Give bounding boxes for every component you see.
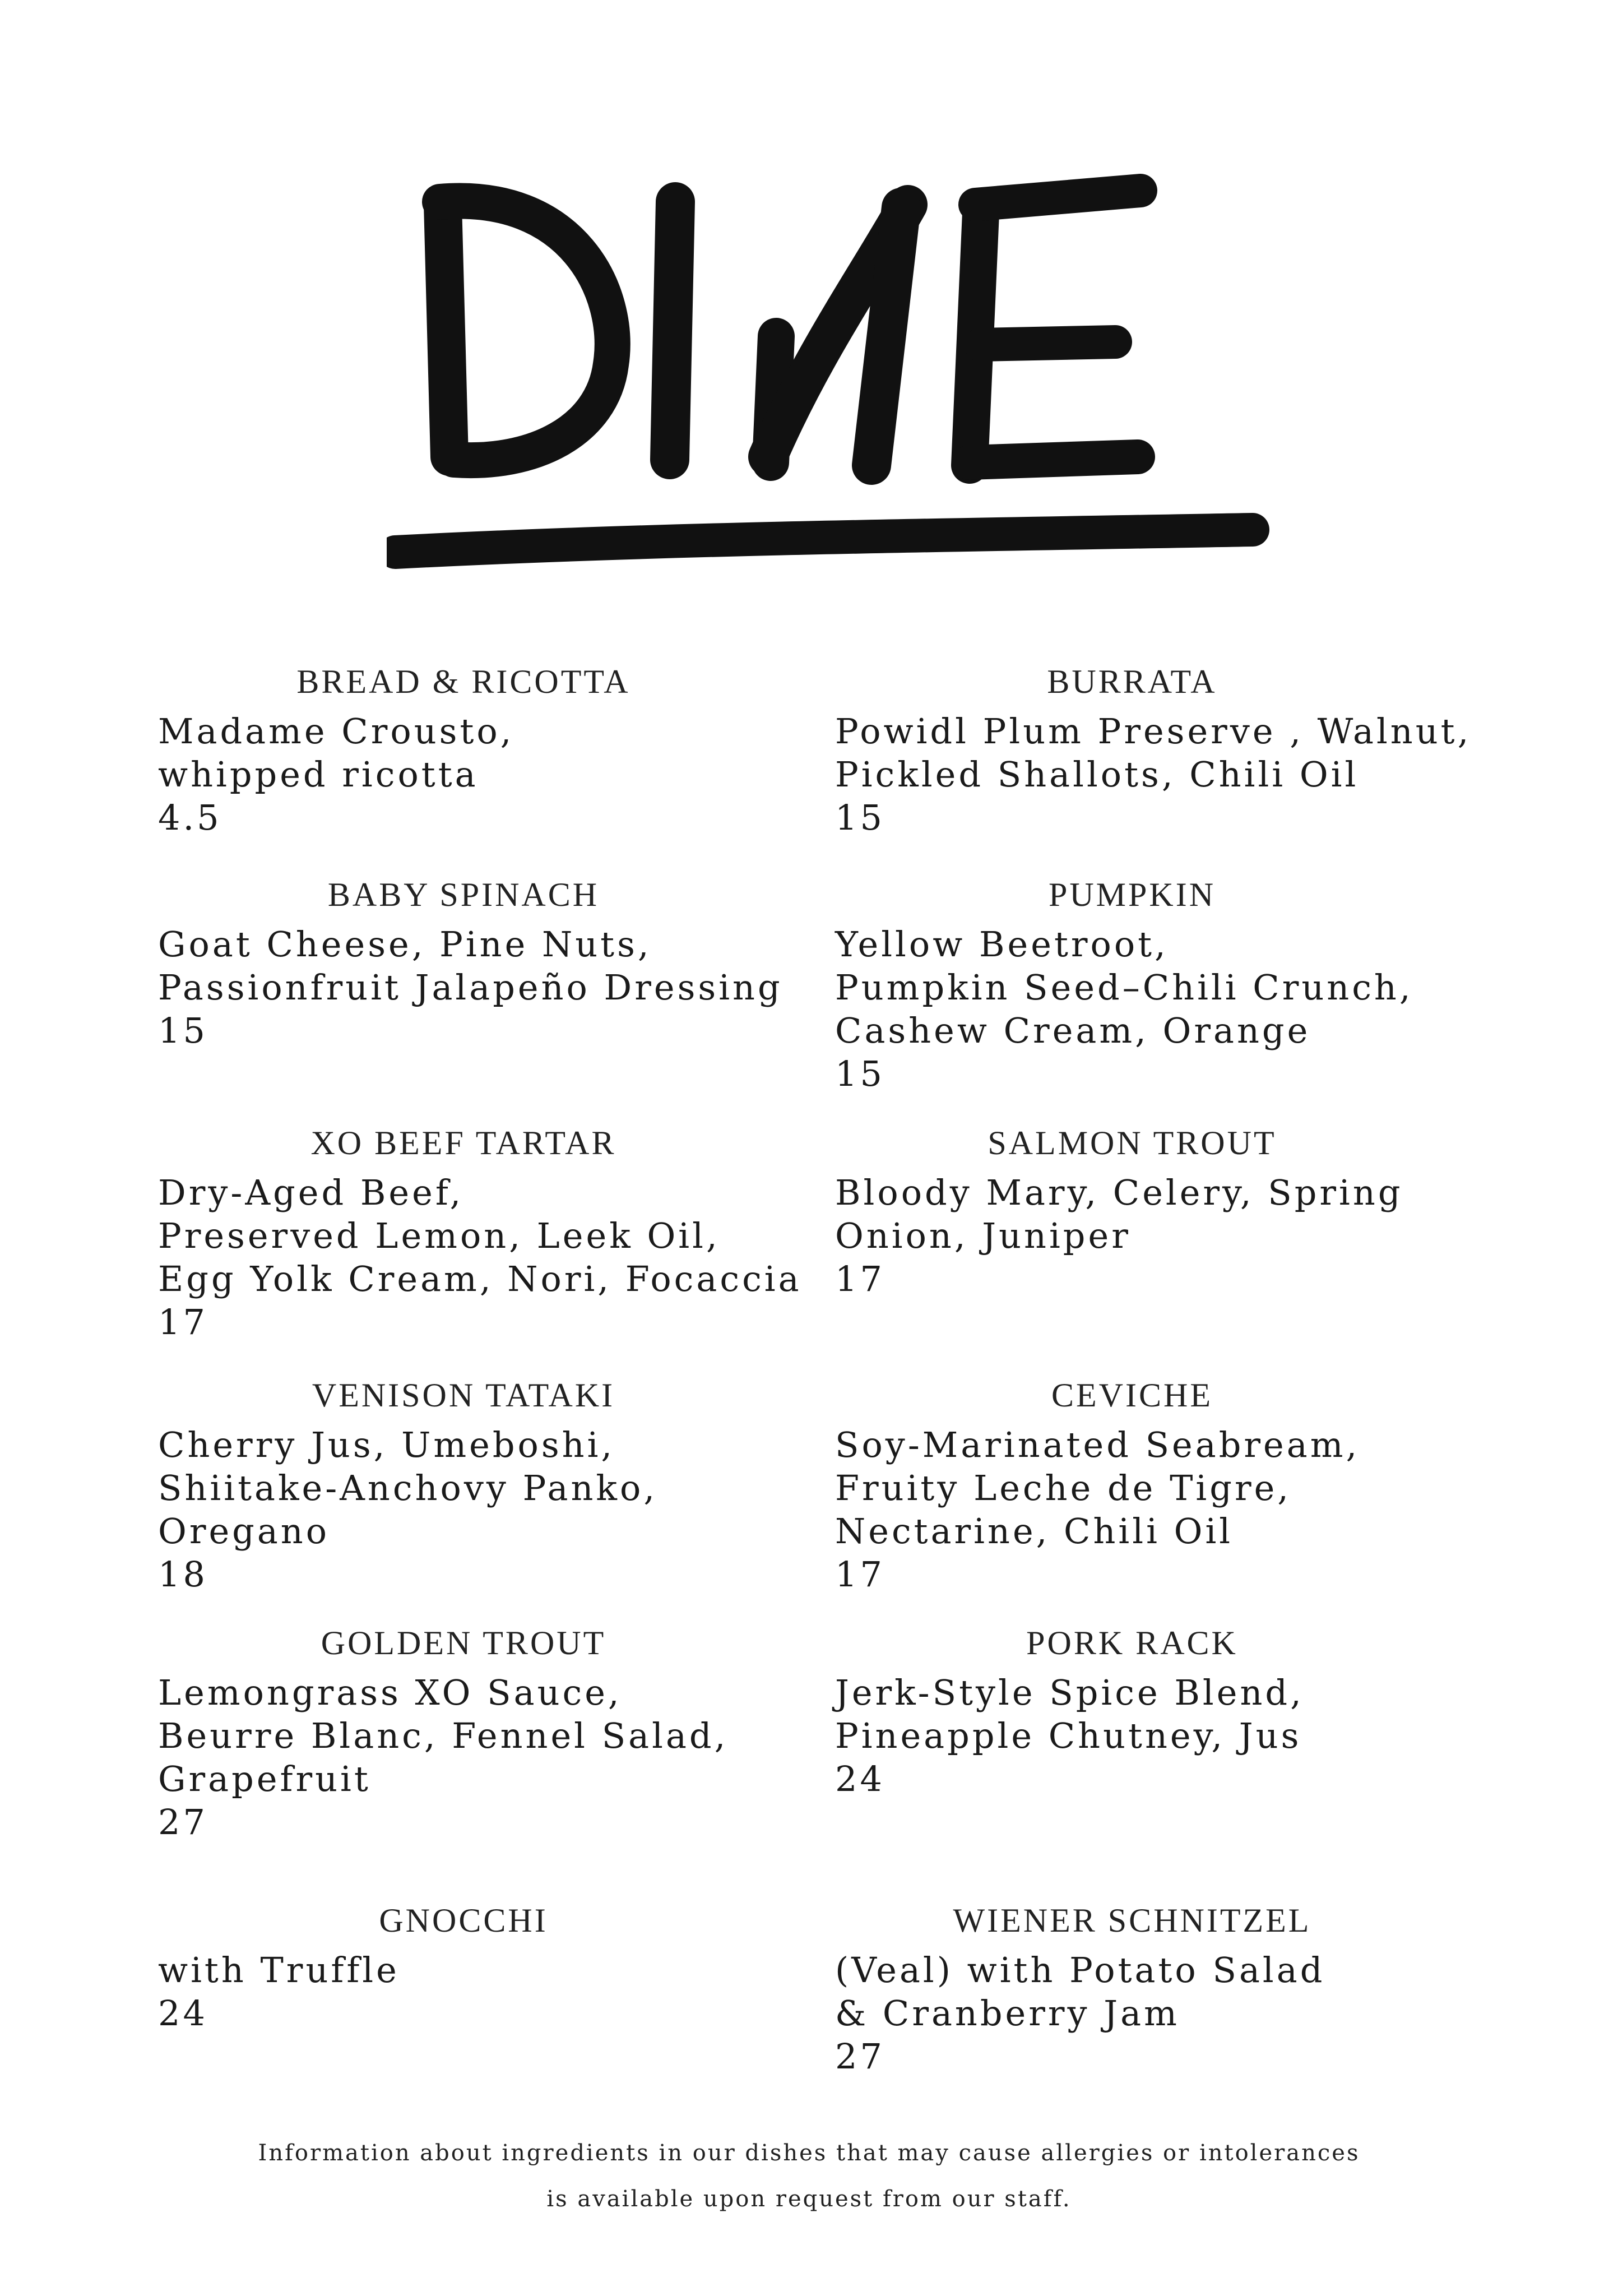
- menu-item-price: 17: [835, 1258, 885, 1299]
- menu-item-description: Jerk-Style Spice Blend, Pineapple Chutney, Jus: [835, 1672, 1304, 1756]
- menu-item-price: 15: [158, 1010, 208, 1051]
- menu-item-gnocchi: [158, 1900, 831, 2035]
- logo-letter-i: [670, 202, 675, 460]
- menu-item-pork-rack: [835, 1623, 1508, 1800]
- menu-item-description: (Veal) with Potato Salad & Cranberry Jam: [835, 1950, 1325, 2034]
- menu-item-name: XO BEEF TARTAR: [310, 1124, 616, 1161]
- menu-item-name: SALMON TROUT: [988, 1124, 1277, 1161]
- menu-item-price: 4.5: [158, 797, 222, 838]
- allergy-notice-line-1: Information about ingredients in our dishes that may cause allergies or intolerances: [258, 2140, 1360, 2166]
- logo-letter-e-middle: [981, 342, 1115, 345]
- logo-letter-d: [443, 205, 449, 457]
- menu-item-name: VENISON TATAKI: [312, 1377, 615, 1414]
- menu-item-golden-trout: [158, 1623, 831, 1844]
- menu-item-name: BABY SPINACH: [327, 876, 600, 913]
- menu-item-name: GOLDEN TROUT: [321, 1624, 606, 1661]
- menu-item-venison-tataki: [158, 1375, 831, 1596]
- logo-underline: [395, 530, 1253, 552]
- menu-item-burrata: [835, 661, 1508, 839]
- dine-logo: [387, 151, 1272, 577]
- menu-item-name: CEVICHE: [1051, 1377, 1213, 1414]
- menu-item-salmon-trout: [835, 1123, 1508, 1300]
- allergy-notice-line-2: is available upon request from our staff.: [546, 2186, 1072, 2212]
- menu-item-name: PORK RACK: [1026, 1624, 1238, 1661]
- menu-item-pumpkin: [835, 874, 1508, 1095]
- menu-item-price: 18: [158, 1554, 208, 1595]
- menu-item-wiener-schnitzel: [835, 1900, 1508, 2078]
- menu-item-description: Soy-Marinated Seabream, Fruity Leche de Tigre, Nectarine, Chili Oil: [835, 1424, 1360, 1552]
- menu-item-description: Powidl Plum Preserve , Walnut, Pickled Shallots, Chili Oil: [835, 711, 1472, 795]
- menu-item-price: 24: [158, 1993, 208, 2034]
- menu-item-xo-beef-tartar: [158, 1123, 831, 1344]
- menu-item-description: Cherry Jus, Umeboshi, Shiitake-Anchovy Panko, Oregano: [158, 1424, 658, 1552]
- menu-item-name: PUMPKIN: [1048, 876, 1216, 913]
- menu-item-name: WIENER SCHNITZEL: [953, 1902, 1311, 1939]
- menu-item-price: 27: [158, 1802, 208, 1843]
- logo-letter-e-bottom: [970, 457, 1138, 462]
- menu-item-price: 15: [835, 797, 885, 838]
- menu-item-price: 17: [835, 1554, 885, 1595]
- menu-item-description: Madame Crousto, whipped ricotta: [158, 711, 514, 795]
- menu-item-description: Lemongrass XO Sauce, Beurre Blanc, Fennel Salad, Grapefruit: [158, 1672, 729, 1799]
- menu-item-ceviche: [835, 1375, 1508, 1596]
- menu-item-description: with Truffle: [158, 1950, 400, 1991]
- menu-item-baby-spinach: [158, 874, 831, 1052]
- menu-item-price: 17: [158, 1302, 208, 1343]
- logo-letter-e-top: [975, 191, 1141, 205]
- allergy-notice: [0, 2130, 1618, 2222]
- menu-item-description: Bloody Mary, Celery, Spring Onion, Juniper: [835, 1172, 1403, 1256]
- menu-item-description: Dry-Aged Beef, Preserved Lemon, Leek Oil, Egg Yolk Cream, Nori, Focaccia: [158, 1172, 802, 1299]
- menu-item-name: BURRATA: [1047, 663, 1217, 700]
- menu-item-price: 15: [835, 1053, 885, 1094]
- menu-item-description: Yellow Beetroot, Pumpkin Seed–Chili Crunch, Cashew Cream, Orange: [835, 924, 1413, 1051]
- menu-item-price: 27: [835, 2036, 885, 2077]
- menu-item-price: 24: [835, 1758, 885, 1799]
- menu-item-name: GNOCCHI: [379, 1902, 548, 1939]
- menu-item-bread-ricotta: [158, 661, 831, 839]
- menu-item-description: Goat Cheese, Pine Nuts, Passionfruit Jalapeño Dressing: [158, 924, 783, 1008]
- menu-item-name: BREAD & RICOTTA: [296, 663, 630, 700]
